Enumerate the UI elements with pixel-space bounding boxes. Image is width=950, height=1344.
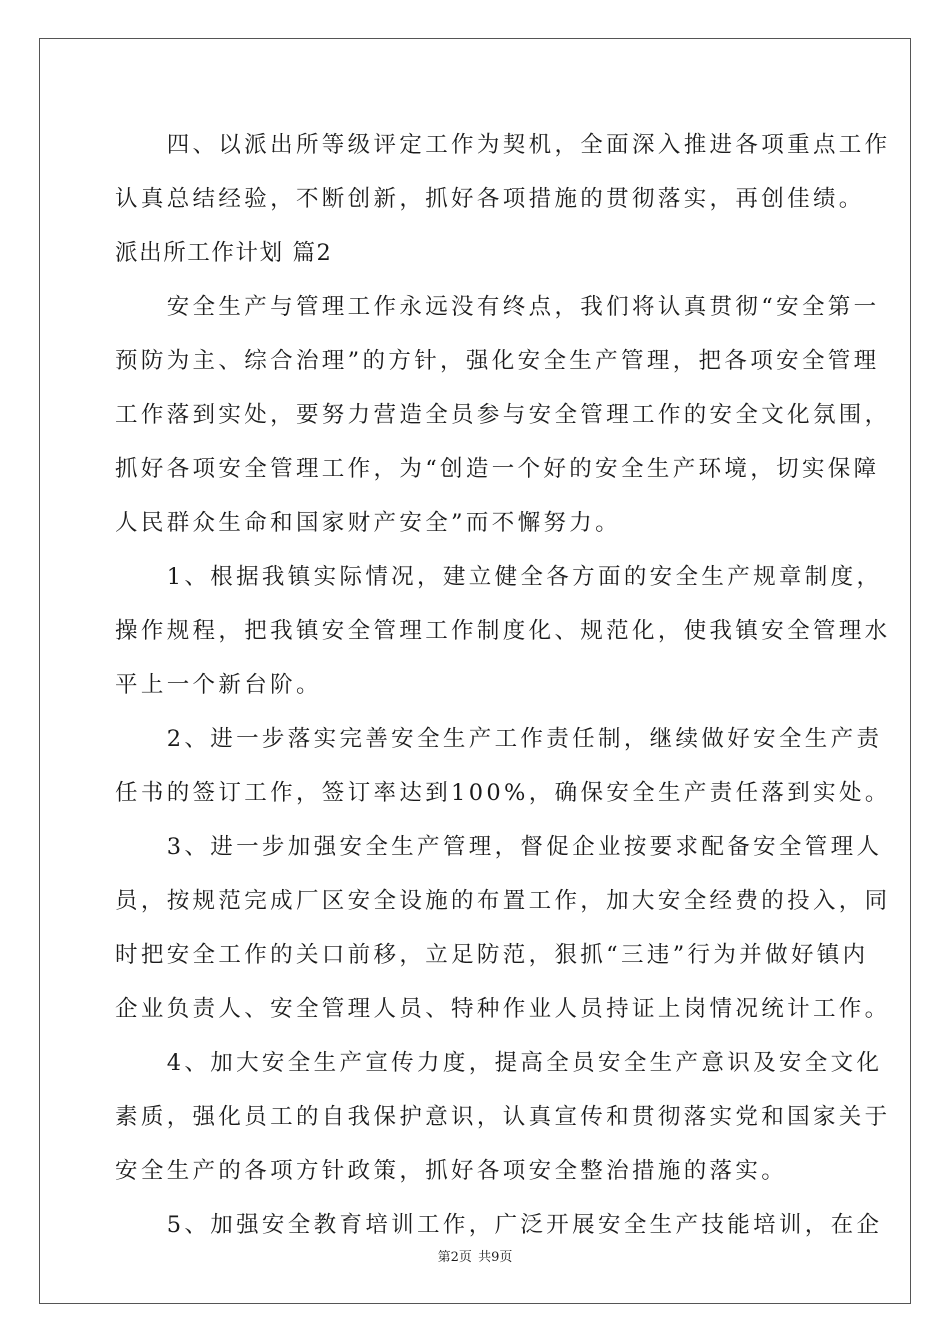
text-line: 工作落到实处，要努力营造全员参与安全管理工作的安全文化氛围，: [115, 402, 891, 428]
text-line: 安全生产与管理工作永远没有终点，我们将认真贯彻“安全第一: [115, 294, 880, 320]
text-line: 预防为主、综合治理”的方针，强化安全生产管理，把各项安全管理: [115, 348, 880, 374]
text-line: 素质，强化员工的自我保护意识，认真宣传和贯彻落实党和国家关于: [115, 1104, 891, 1130]
text-line: 操作规程，把我镇安全管理工作制度化、规范化，使我镇安全管理水: [115, 618, 891, 644]
text-line: 5、加强安全教育培训工作，广泛开展安全生产技能培训，在企: [115, 1212, 883, 1238]
text-line: 时把安全工作的关口前移，立足防范，狠抓“三违”行为并做好镇内: [115, 942, 869, 968]
page-total: 共9页: [478, 1250, 513, 1265]
text-line: 抓好各项安全管理工作，为“创造一个好的安全生产环境，切实保障: [115, 456, 880, 482]
text-line: 安全生产的各项方针政策，抓好各项安全整治措施的落实。: [115, 1158, 788, 1184]
text-line: 企业负责人、安全管理人员、特种作业人员持证上岗情况统计工作。: [115, 996, 891, 1022]
text-line: 员，按规范完成厂区安全设施的布置工作，加大安全经费的投入，同: [115, 888, 891, 914]
text-line: 任书的签订工作，签订率达到100%，确保安全生产责任落到实处。: [115, 780, 891, 806]
text-line: 人民群众生命和国家财产安全”而不懈努力。: [115, 510, 622, 536]
text-line: 2、进一步落实完善安全生产工作责任制，继续做好安全生产责: [115, 726, 883, 752]
text-line: 平上一个新台阶。: [115, 672, 322, 698]
page-number: 第2页: [437, 1250, 472, 1265]
page-footer: [0, 1249, 950, 1267]
section-heading: 派出所工作计划 篇2: [115, 240, 333, 266]
text-line: 1、根据我镇实际情况，建立健全各方面的安全生产规章制度，: [115, 564, 883, 590]
text-line: 四、以派出所等级评定工作为契机，全面深入推进各项重点工作: [115, 132, 891, 158]
text-line: 认真总结经验，不断创新，抓好各项措施的贯彻落实，再创佳绩。: [115, 186, 865, 212]
text-line: 4、加大安全生产宣传力度，提高全员安全生产意识及安全文化: [115, 1050, 883, 1076]
text-line: 3、进一步加强安全生产管理，督促企业按要求配备安全管理人: [115, 834, 883, 860]
